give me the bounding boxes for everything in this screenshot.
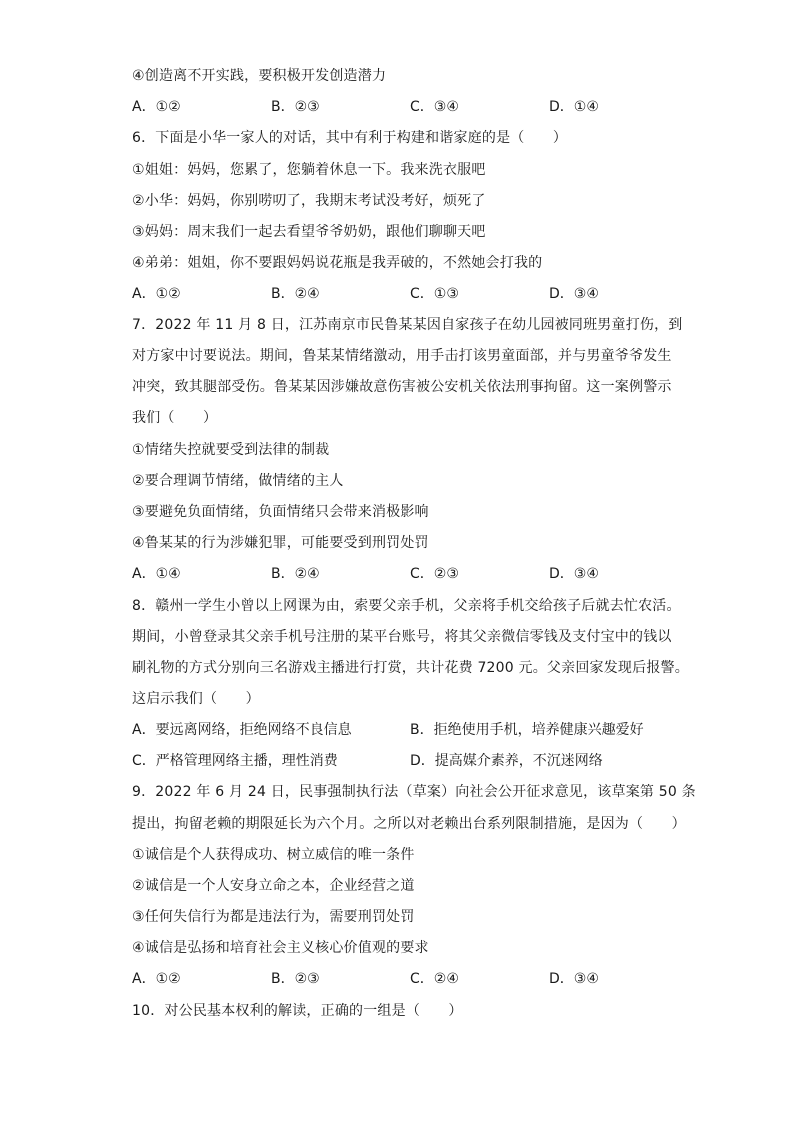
q7-option-b[interactable]: B．②④: [271, 566, 320, 582]
q7-option-c[interactable]: C．②③: [410, 566, 459, 582]
q5-option-b[interactable]: B．②③: [271, 99, 320, 115]
q9-option-b[interactable]: B．②③: [271, 971, 320, 987]
q6-option-d[interactable]: D．③④: [549, 286, 599, 302]
q8-stem-line-2: 期间，小曾登录其父亲手机号注册的某平台账号，将其父亲微信零钱及支付宝中的钱以: [132, 629, 672, 645]
q9-option-c[interactable]: C．②④: [410, 971, 459, 987]
q9-item-4: ④诚信是弘扬和培育社会主义核心价值观的要求: [132, 940, 429, 956]
q9-item-1: ①诚信是个人获得成功、树立威信的唯一条件: [132, 847, 415, 863]
q7-item-3: ③要避免负面情绪，负面情绪只会带来消极影响: [132, 504, 429, 520]
q6-item-1: ①姐姐：妈妈，您累了，您躺着休息一下。我来洗衣服吧: [132, 162, 486, 178]
q9-option-d[interactable]: D．③④: [549, 971, 599, 987]
q7-item-1: ①情绪失控就要受到法律的制裁: [132, 442, 330, 458]
q9-option-a[interactable]: A．①②: [132, 971, 181, 987]
q7-stem-line-1: 7．2022 年 11 月 8 日，江苏南京市民鲁某某因自家孩子在幼儿园被同班男童打伤，到: [132, 317, 683, 333]
q9-item-3: ③任何失信行为都是违法行为，需要刑罚处罚: [132, 909, 415, 925]
q8-option-c[interactable]: C．严格管理网络主播，理性消费: [132, 753, 338, 769]
q7-option-d[interactable]: D．③④: [549, 566, 599, 582]
q7-item-2: ②要合理调节情绪，做情绪的主人: [132, 473, 344, 489]
q8-stem-line-1: 8．赣州一学生小曾以上网课为由，索要父亲手机，父亲将手机交给孩子后就去忙农活。: [132, 598, 681, 614]
q6-item-4: ④弟弟：姐姐，你不要跟妈妈说花瓶是我弄破的，不然她会打我的: [132, 255, 543, 271]
q7-item-4: ④鲁某某的行为涉嫌犯罪，可能要受到刑罚处罚: [132, 535, 429, 551]
q6-option-c[interactable]: C．①③: [410, 286, 459, 302]
q9-stem-line-2: 提出，拘留老赖的期限延长为六个月。之所以对老赖出台系列限制措施，是因为（ ）: [132, 816, 686, 832]
q8-options-row-2: [132, 751, 652, 771]
q5-option-d[interactable]: D．①④: [549, 99, 599, 115]
q8-stem-line-3: 刷礼物的方式分别向三名游戏主播进行打赏，共计花费 7200 元。父亲回家发现后报警。: [132, 660, 689, 676]
q5-option-c[interactable]: C．③④: [410, 99, 459, 115]
q9-item-2: ②诚信是一个人安身立命之本，企业经营之道: [132, 878, 415, 894]
q7-stem-line-3: 冲突，致其腿部受伤。鲁某某因涉嫌故意伤害被公安机关依法刑事拘留。这一案例警示: [132, 379, 672, 395]
q9-options: [132, 969, 652, 989]
q7-options: [132, 564, 652, 584]
q5-item-4: ④创造离不开实践，要积极开发创造潜力: [132, 68, 387, 84]
q6-options: [132, 284, 652, 304]
q5-option-a[interactable]: A．①②: [132, 99, 181, 115]
q7-option-a[interactable]: A．①④: [132, 566, 181, 582]
q9-stem-line-1: 9．2022 年 6 月 24 日，民事强制执行法（草案）向社会公开征求意见，该草案第 50 条: [132, 784, 696, 800]
q10-stem: 10．对公民基本权利的解读，正确的一组是（ ）: [132, 1003, 463, 1019]
q8-options-row-1: [132, 720, 652, 740]
q6-item-2: ②小华：妈妈，你别唠叨了，我期末考试没考好，烦死了: [132, 193, 486, 209]
q8-stem-line-4: 这启示我们（ ）: [132, 691, 260, 707]
q7-stem-line-2: 对方家中讨要说法。期间，鲁某某情绪激动，用手击打该男童面部，并与男童爷爷发生: [132, 348, 672, 364]
q8-option-d[interactable]: D．提高媒介素养，不沉迷网络: [410, 753, 603, 769]
q5-options: [132, 97, 652, 117]
q8-option-a[interactable]: A．要远离网络，拒绝网络不良信息: [132, 722, 352, 738]
q8-option-b[interactable]: B．拒绝使用手机，培养健康兴趣爱好: [410, 722, 644, 738]
q6-option-b[interactable]: B．②④: [271, 286, 320, 302]
q6-option-a[interactable]: A．①②: [132, 286, 181, 302]
q6-stem: 6．下面是小华一家人的对话，其中有利于构建和谐家庭的是（ ）: [132, 130, 568, 146]
q6-item-3: ③妈妈：周末我们一起去看望爷爷奶奶，跟他们聊聊天吧: [132, 224, 486, 240]
q7-stem-line-4: 我们（ ）: [132, 410, 218, 426]
